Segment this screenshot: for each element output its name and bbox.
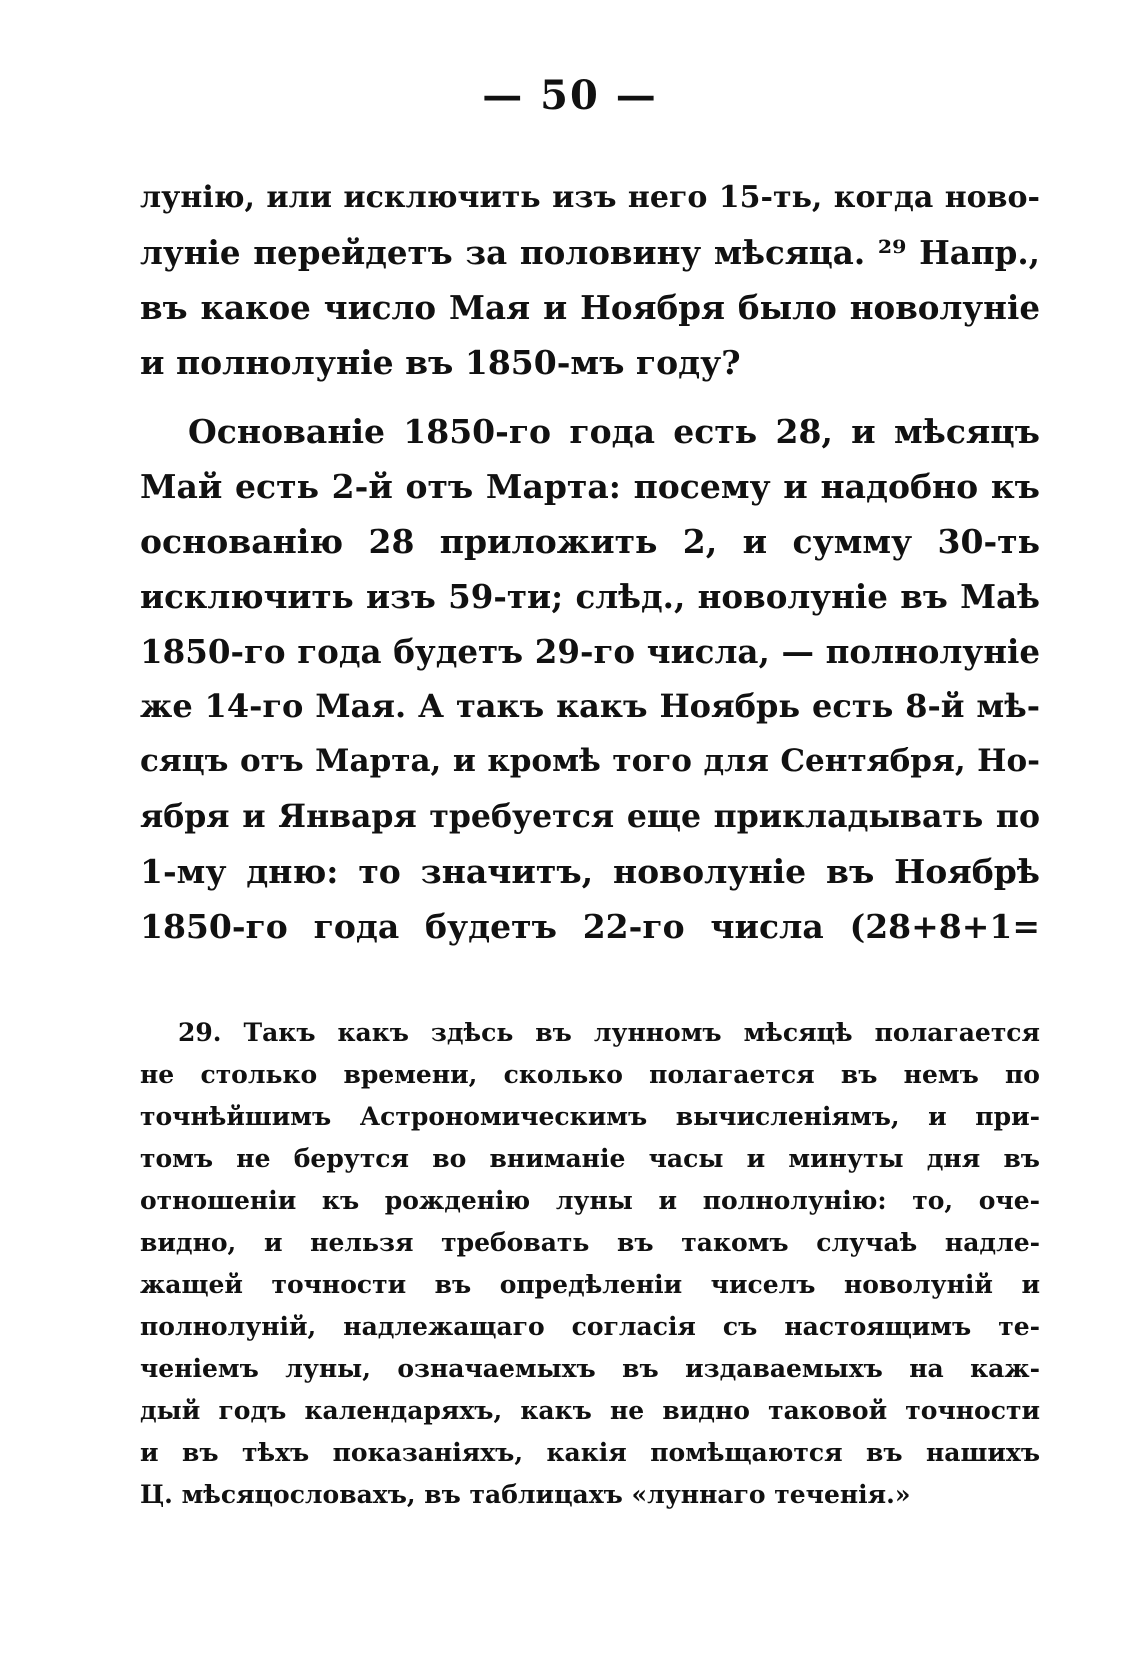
text-line: 1850-го года будетъ 22-го числа (28+8+1= bbox=[140, 907, 1040, 946]
text-line: ября и Января требуется еще прикладывать по bbox=[140, 798, 1040, 835]
text-line: 1-му дню: то значитъ, новолуніе въ Ноябрѣ bbox=[140, 852, 1040, 891]
footnote-line: не столько времени, сколько полагается въ немъ по bbox=[140, 1060, 1040, 1089]
footnote-line: томъ не берутся во вниманіе часы и минуты дня въ bbox=[140, 1144, 1040, 1173]
footnote-line: точнѣйшимъ Астрономическимъ вычисленіямъ, и при- bbox=[140, 1102, 1040, 1131]
text-line: Основаніе 1850-го года есть 28, и мѣсяцъ bbox=[188, 412, 1040, 451]
main-text bbox=[140, 170, 1040, 954]
footnote-line: полнолуній, надлежащаго согласія съ настоящимъ те- bbox=[140, 1312, 1040, 1341]
text-line: лунію, или исключить изъ него 15-ть, когда ново- bbox=[140, 180, 1040, 215]
footnote-line: 29. Такъ какъ здѣсь въ лунномъ мѣсяцѣ полагается bbox=[178, 1018, 1040, 1047]
page-number: — 50 — bbox=[482, 72, 658, 119]
footnote-line: отношеніи къ рожденію луны и полнолунію: то, оче- bbox=[140, 1186, 1040, 1215]
text-line: Май есть 2-й отъ Марта: посему и надобно къ bbox=[140, 467, 1040, 506]
footnote-line: и въ тѣхъ показаніяхъ, какія помѣщаются въ нашихъ bbox=[140, 1438, 1040, 1467]
text-line: въ какое число Мая и Ноября было новолуніе bbox=[140, 288, 1040, 327]
footnote-line: дый годъ календаряхъ, какъ не видно таковой точности bbox=[140, 1396, 1040, 1425]
paragraph-gap bbox=[140, 390, 1040, 404]
text-line: исключить изъ 59-ти; слѣд., новолуніе въ Маѣ bbox=[140, 577, 1040, 616]
text-line: основанію 28 приложить 2, и сумму 30-ть bbox=[140, 522, 1040, 561]
footnote bbox=[140, 1012, 1040, 1516]
text-line: сяцъ отъ Марта, и кромѣ того для Сентября, Но- bbox=[140, 743, 1040, 779]
footnote-line: видно, и нельзя требовать въ такомъ случаѣ надле- bbox=[140, 1228, 1040, 1257]
text-line: и полнолуніе въ 1850-мъ году? bbox=[140, 343, 741, 382]
footnote-line: ченіемъ луны, означаемыхъ въ издаваемыхъ на каж- bbox=[140, 1354, 1040, 1383]
footnote-line: жащей точности въ опредѣленіи чиселъ новолуній и bbox=[140, 1270, 1040, 1299]
text-line: луніе перейдетъ за половину мѣсяца. ²⁹ Напр., bbox=[140, 233, 1040, 272]
text-line: же 14-го Мая. А такъ какъ Ноябрь есть 8-й мѣ- bbox=[140, 687, 1040, 725]
text-line: 1850-го года будетъ 29-го числа, — полнолуніе bbox=[140, 632, 1040, 671]
footnote-line: Ц. мѣсяцословахъ, въ таблицахъ «луннаго теченія.» bbox=[140, 1480, 911, 1509]
